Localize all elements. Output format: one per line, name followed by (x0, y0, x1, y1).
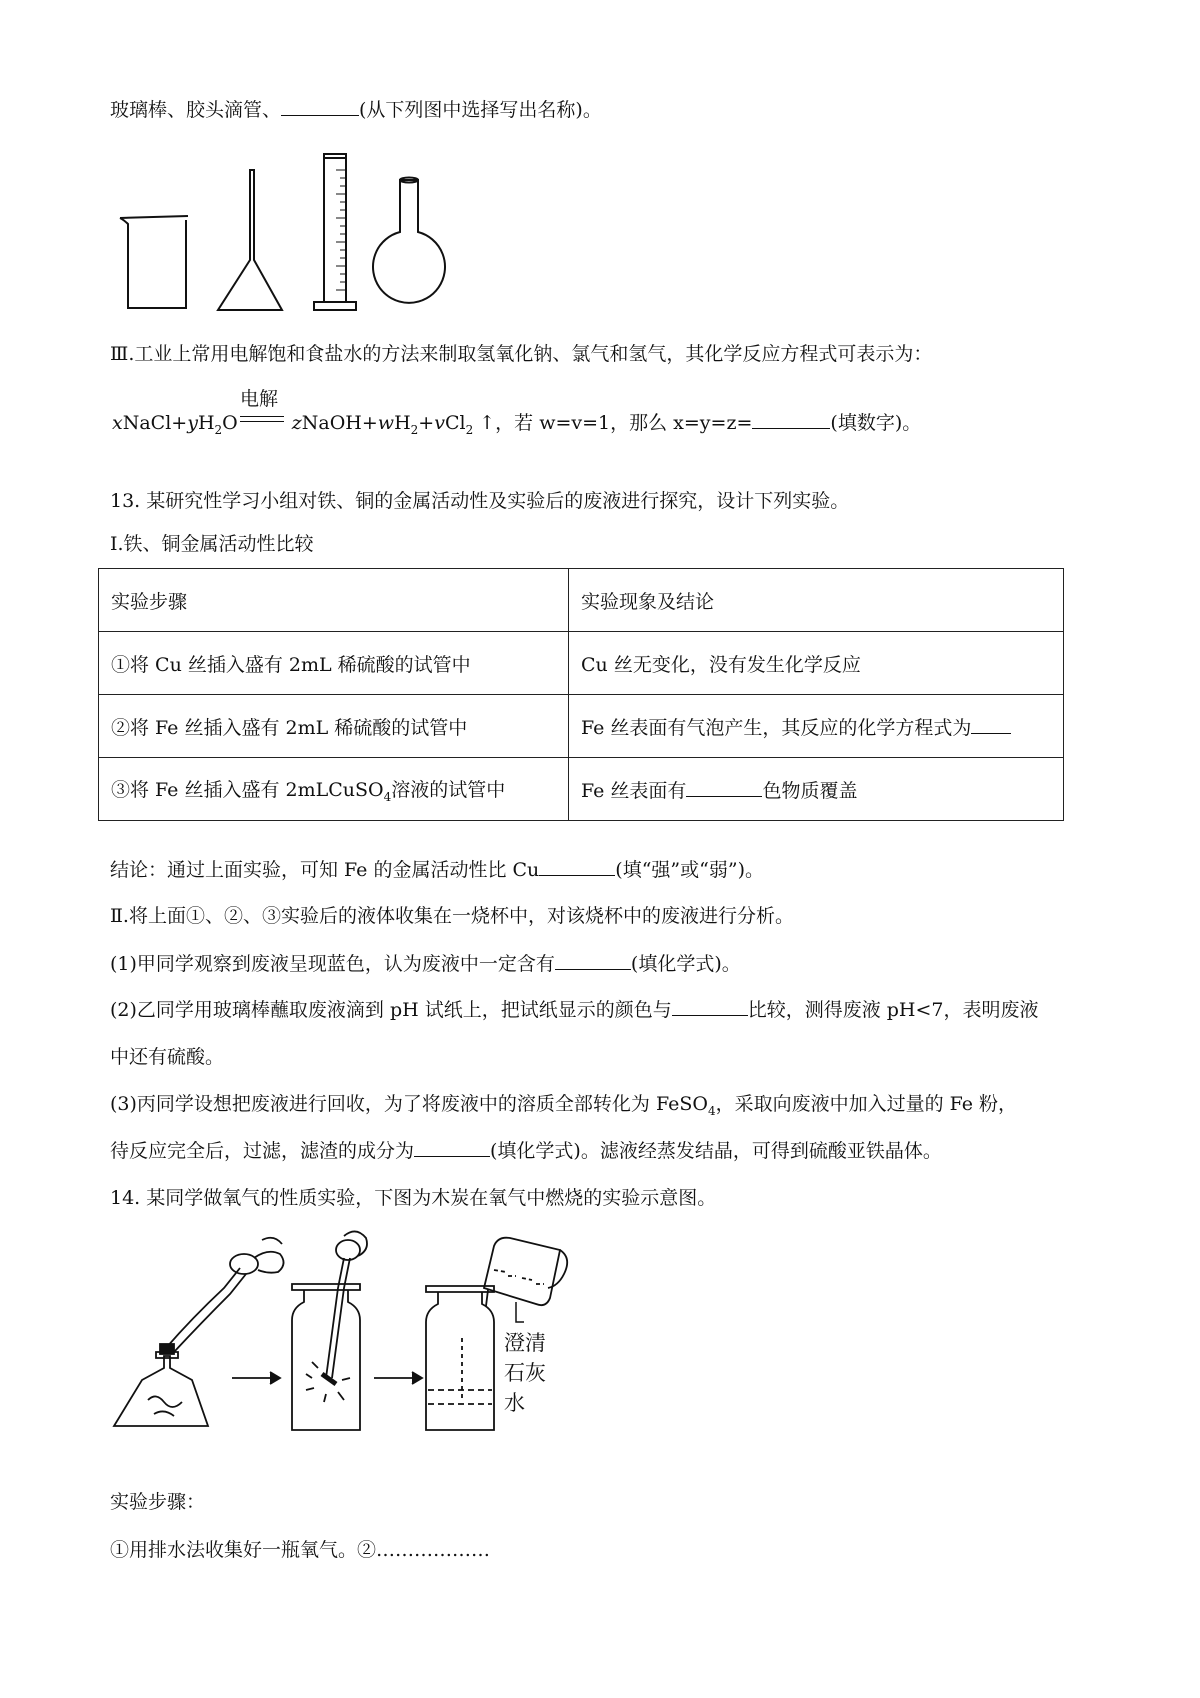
limewater-label-line: 石灰 (504, 1361, 546, 1385)
q13-subquestion-3: (3)丙同学设想把废液进行回收，为了将废液中的溶质全部转化为 FeSO$_4$，采取向废液中加入过量的 Fe 粉， (110, 1093, 1018, 1118)
answer-blank (686, 780, 762, 797)
table-cell-result: Cu 丝无变化，没有发生化学反应 (569, 632, 1064, 695)
answer-blank (752, 412, 830, 429)
q13-stem: 13. 某研究性学习小组对铁、铜的金属活动性及实验后的废液进行探究，设计下列实验。 (110, 490, 850, 512)
table-row (99, 632, 1064, 695)
table-row (99, 695, 1064, 758)
answer-blank (672, 999, 748, 1016)
table-header: 实验现象及结论 (569, 569, 1064, 632)
limewater-label-line: 澄清 (504, 1331, 546, 1355)
q13-subquestion-2: (2)乙同学用玻璃棒蘸取废液滴到 pH 试纸上，把试纸显示的颜色与 比较，测得废液 pH<7，表明废液 (110, 999, 1039, 1021)
limewater-label-line: 水 (504, 1391, 525, 1415)
q12-instrument-line: 玻璃棒、胶头滴管、 (从下列图中选择写出名称)。 (110, 99, 602, 121)
q14-steps-title: 实验步骤： (110, 1491, 206, 1513)
answer-blank (539, 859, 615, 876)
answer-blank (971, 717, 1011, 734)
crucible-tongs-icon (160, 1238, 284, 1354)
q13-conclusion: 结论：通过上面实验，可知 Fe 的金属活动性比 Cu (填“强”或“弱”)。 (110, 859, 764, 881)
table-cell-step: ①将 Cu 丝插入盛有 2mL 稀硫酸的试管中 (99, 632, 569, 695)
equation-condition: 电解 (240, 388, 279, 410)
funnel-icon (218, 170, 282, 310)
table-cell-step: ②将 Fe 丝插入盛有 2mL 稀硫酸的试管中 (99, 695, 569, 758)
graduated-cylinder-icon (314, 154, 356, 310)
q13-part2-title: Ⅱ.将上面①、②、③实验后的液体收集在一烧杯中，对该烧杯中的废液进行分析。 (110, 905, 794, 927)
table-row (99, 758, 1064, 821)
table-cell-step: ③将 Fe 丝插入盛有 2mLCuSO$_4$溶液的试管中 (99, 758, 569, 821)
answer-blank (555, 953, 631, 970)
table-cell-result: Fe 丝表面有 色物质覆盖 (569, 758, 1064, 821)
table-header: 实验步骤 (99, 569, 569, 632)
q14-stem: 14. 某同学做氧气的性质实验，下图为木炭在氧气中燃烧的实验示意图。 (110, 1187, 717, 1209)
table-cell-result: Fe 丝表面有气泡产生，其反应的化学方程式为 (569, 695, 1064, 758)
part3-intro: Ⅲ.工业上常用电解饱和食盐水的方法来制取氢氧化钠、氯气和氢气，其化学反应方程式可表示为： (110, 343, 933, 365)
experiment-table (98, 568, 1064, 821)
table-header-row (99, 569, 1064, 632)
beaker-icon (120, 216, 188, 308)
arrow-icon (374, 1372, 422, 1384)
round-bottom-flask-icon (373, 178, 445, 303)
glassware-figure (110, 150, 510, 320)
alcohol-lamp-icon (114, 1352, 208, 1426)
q13-part1-title: Ⅰ.铁、铜金属活动性比较 (110, 533, 314, 555)
crucible-tongs-icon (306, 1231, 367, 1402)
limewater-label (504, 1331, 546, 1415)
q13-subquestion-1: (1)甲同学观察到废液呈现蓝色，认为废液中一定含有 (填化学式)。 (110, 953, 741, 975)
gas-jar-icon (292, 1284, 360, 1430)
q14-step-1: ①用排水法收集好一瓶氧气。②……………… (110, 1539, 491, 1561)
gas-jar-icon (426, 1286, 494, 1430)
equation-body: $xNaCl+yH_2O$ $zNaOH+wH_2+vCl_2$ ↑，若 w=v=1，那么 x=y=z= (填数字)。 (112, 412, 922, 437)
electrolysis-equation (112, 388, 1112, 452)
q13-subquestion-3-cont: 待反应完全后，过滤，滤渣的成分为 (填化学式)。滤液经蒸发结晶，可得到硫酸亚铁晶体。 (110, 1140, 942, 1162)
beaker-icon (484, 1238, 567, 1322)
q13-subquestion-2-cont: 中还有硫酸。 (110, 1046, 225, 1068)
arrow-icon (232, 1372, 280, 1384)
charcoal-combustion-figure (112, 1228, 632, 1450)
answer-blank (414, 1140, 490, 1157)
answer-blank (281, 99, 359, 116)
